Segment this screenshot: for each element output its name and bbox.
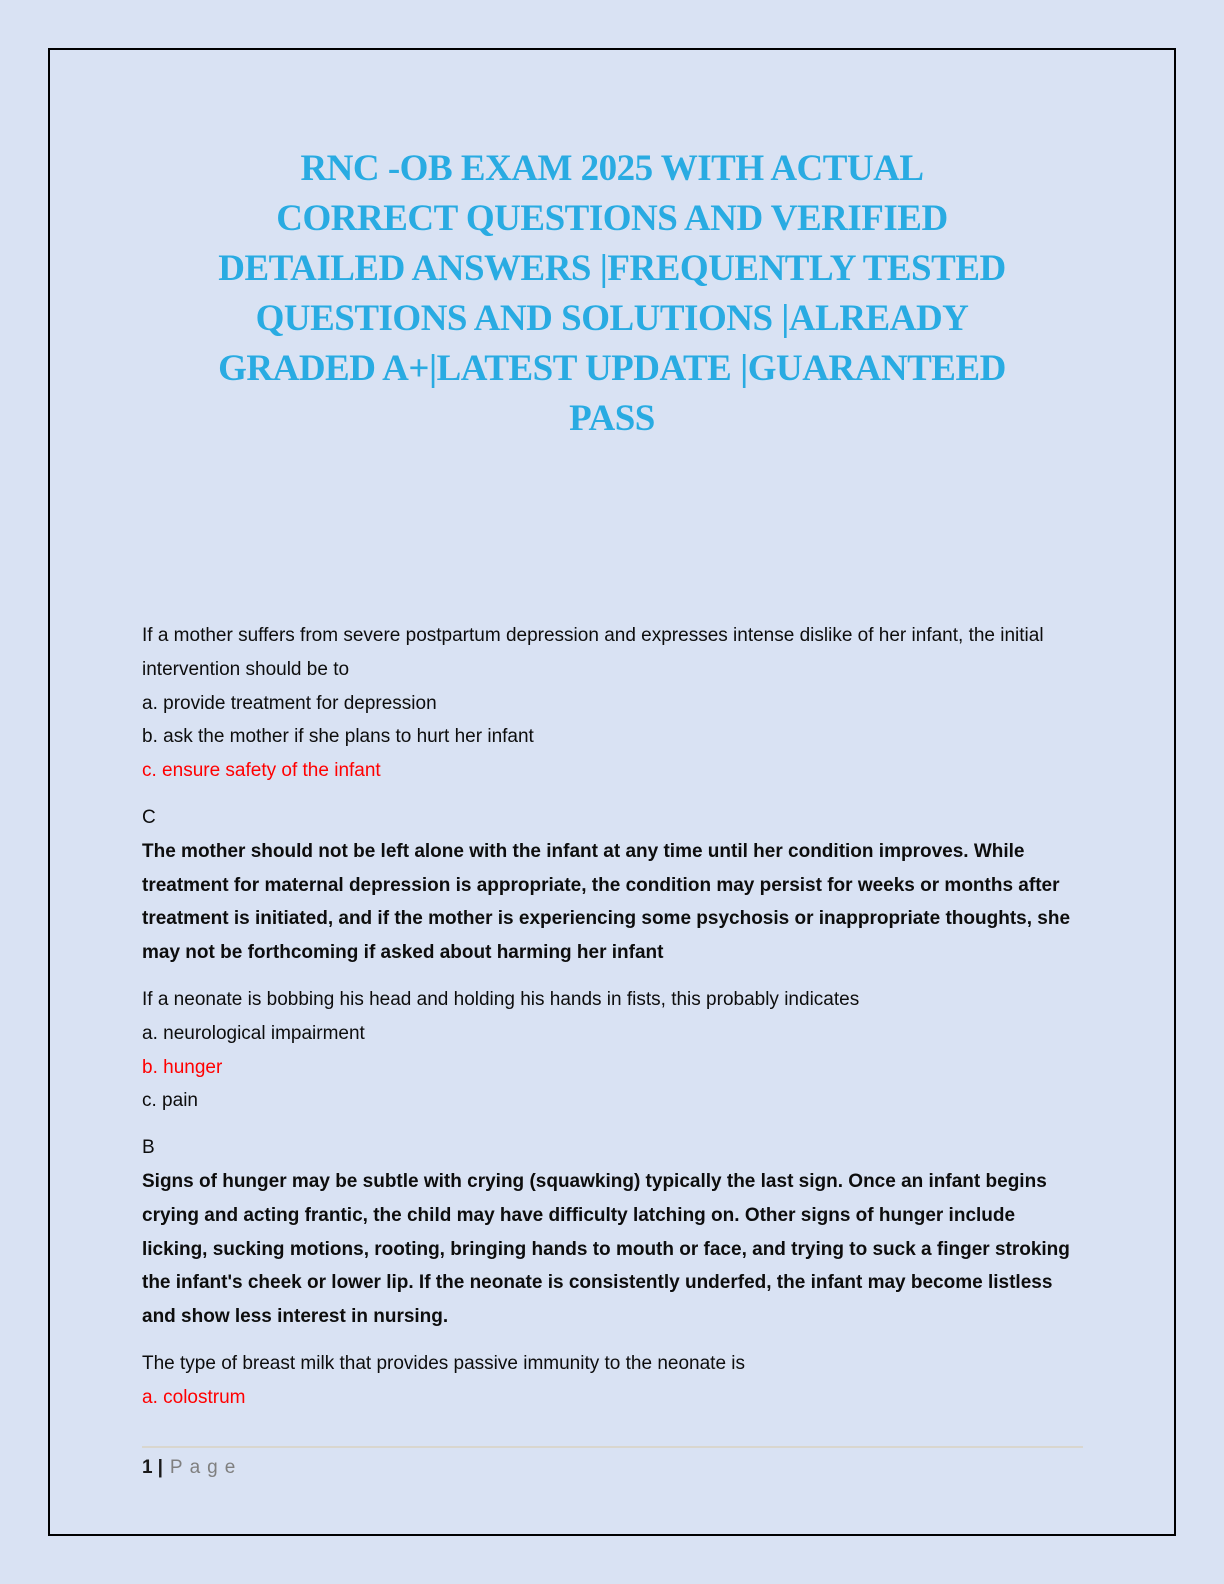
- answer-option-a: a. neurological impairment: [142, 1022, 365, 1044]
- document-body: [142, 619, 1082, 1415]
- title-line: RNC -OB EXAM 2025 WITH ACTUAL: [300, 148, 924, 189]
- title-line: PASS: [569, 398, 655, 439]
- title-line: DETAILED ANSWERS |FREQUENTLY TESTED: [218, 248, 1006, 289]
- title-line: QUESTIONS AND SOLUTIONS |ALREADY: [255, 298, 969, 339]
- document-title: [50, 144, 1174, 444]
- answer-option-c: c. pain: [142, 1090, 198, 1112]
- answer-option-a: a. provide treatment for depression: [142, 692, 437, 714]
- question-text: The type of breast milk that provides passive immunity to the neonate is: [142, 1352, 746, 1374]
- answer-explanation: Signs of hunger may be subtle with crying (squawking) typically the last sign. Once an infant begins crying and acting frantic, the child may have difficulty latching on. Other signs of hunger include licking, sucking motions, rooting, bringing hands to mouth or face, and trying to suck a finger stroking the infant's cheek or lower lip. If the neonate is consistently underfed, the infant may become listless and show less interest in nursing.: [142, 1170, 1070, 1328]
- question-block-2: [142, 983, 1082, 1334]
- page-footer: [142, 1446, 1083, 1481]
- answer-group: [142, 801, 1082, 970]
- page-number: 1: [142, 1457, 153, 1478]
- title-line: CORRECT QUESTIONS AND VERIFIED: [276, 198, 948, 239]
- footer-divider: [142, 1446, 1083, 1448]
- answer-option-b: b. ask the mother if she plans to hurt her infant: [142, 726, 534, 748]
- correct-answer-letter: B: [142, 1137, 155, 1159]
- page-number-text: [142, 1455, 1083, 1481]
- answer-option-a-correct: a. colostrum: [142, 1386, 246, 1408]
- answer-option-c-correct: c. ensure safety of the infant: [142, 760, 381, 782]
- question-block-1: [142, 619, 1082, 970]
- question-text: If a neonate is bobbing his head and holding his hands in fists, this probably indicates: [142, 988, 860, 1010]
- page-label: Page: [169, 1457, 243, 1478]
- answer-explanation: The mother should not be left alone with the infant at any time until her condition improves. While treatment for maternal depression is appropriate, the condition may persist for weeks or months after treatment is initiated, and if the mother is experiencing some psychosis or inappropriate thoughts, she may not be forthcoming if asked about harming her infant: [142, 840, 1071, 964]
- question-text: If a mother suffers from severe postpartum depression and expresses intense dislike of her infant, the initial intervention should be to: [142, 625, 1044, 680]
- title-line: GRADED A+|LATEST UPDATE |GUARANTEED: [218, 348, 1006, 389]
- correct-answer-letter: C: [142, 806, 156, 828]
- page-number-separator: |: [157, 1457, 163, 1478]
- question-block-3: [142, 1347, 1082, 1415]
- document-page: [48, 48, 1176, 1536]
- answer-option-b-correct: b. hunger: [142, 1056, 223, 1078]
- answer-group: [142, 1131, 1082, 1334]
